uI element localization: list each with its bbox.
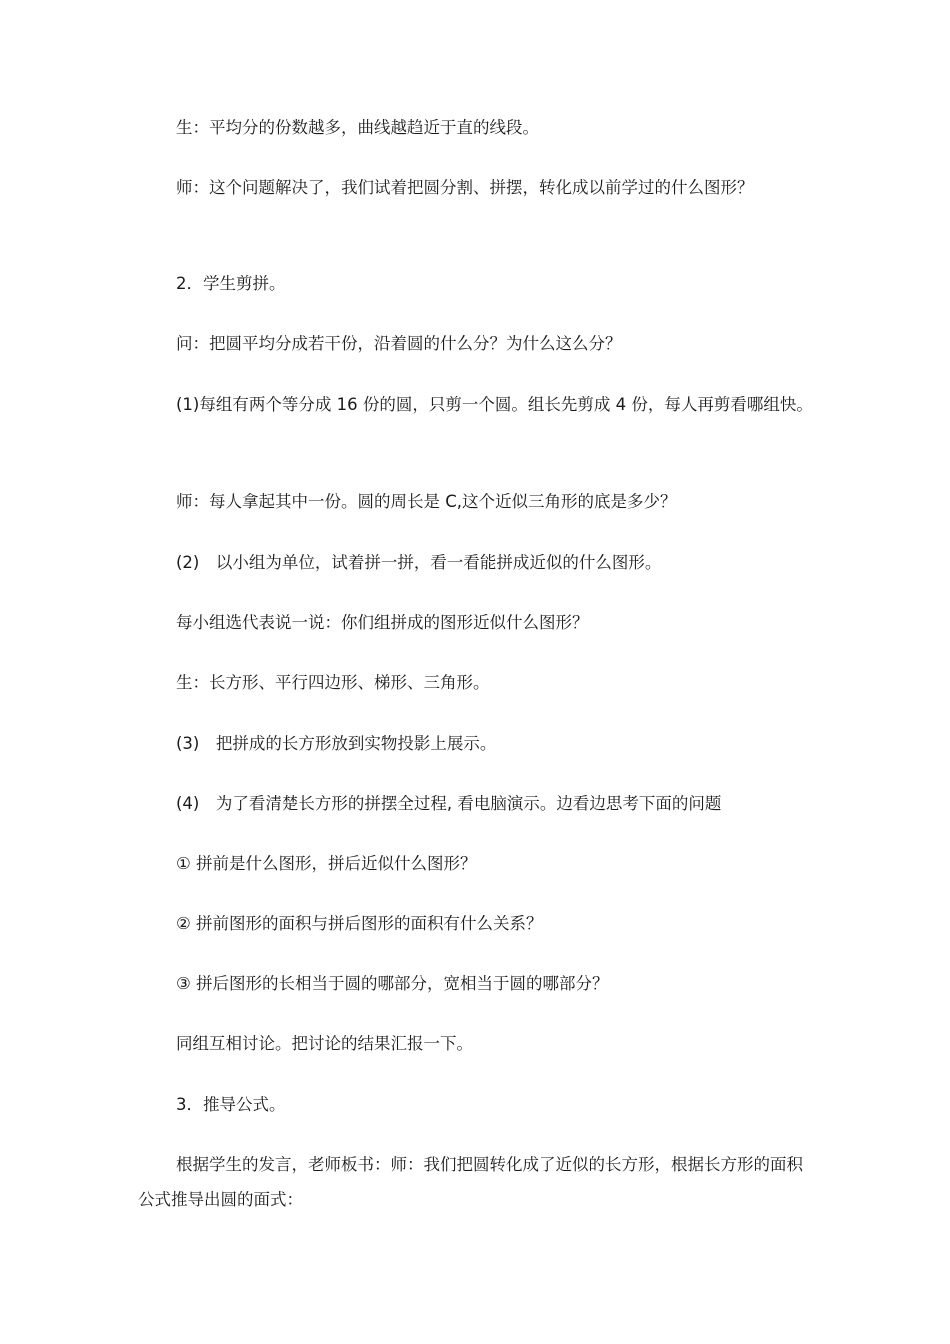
paragraph-14: 根据学生的发言，老师板书：师：我们把圆转化成了近似的长方形，根据长方形的面积公式推导出圆的面式： bbox=[138, 1155, 803, 1209]
paragraph-10: (3) 把拼成的长方形放到实物投影上展示。 bbox=[176, 734, 497, 753]
paragraph-3: 2．学生剪拼。 bbox=[176, 274, 286, 293]
list-item-2: ② 拼前图形的面积与拼后图形的面积有什么关系？ bbox=[176, 914, 543, 933]
paragraph-13: 3．推导公式。 bbox=[176, 1095, 286, 1114]
paragraph-4: 问：把圆平均分成若干份，沿着圆的什么分？为什么这么分？ bbox=[176, 334, 622, 353]
paragraph-1: 生：平均分的份数越多，曲线越趋近于直的线段。 bbox=[176, 118, 539, 137]
paragraph-6: 师：每人拿起其中一份。圆的周长是 C,这个近似三角形的底是多少？ bbox=[176, 492, 677, 511]
paragraph-8: 每小组选代表说一说：你们组拼成的图形近似什么图形？ bbox=[176, 613, 589, 632]
list-item-1: ① 拼前是什么图形，拼后近似什么图形？ bbox=[176, 854, 477, 873]
list-item-3: ③ 拼后图形的长相当于圆的哪部分，宽相当于圆的哪部分？ bbox=[176, 974, 609, 993]
paragraph-11: (4) 为了看清楚长方形的拼摆全过程, 看电脑演示。边看边思考下面的问题 bbox=[176, 794, 722, 813]
paragraph-5: (1)每组有两个等分成 16 份的圆，只剪一个圆。组长先剪成 4 份，每人再剪看哪组快。 bbox=[176, 395, 813, 414]
paragraph-2: 师：这个问题解决了，我们试着把圆分割、拼摆，转化成以前学过的什么图形？ bbox=[176, 178, 754, 197]
paragraph-7: (2) 以小组为单位，试着拼一拼，看一看能拼成近似的什么图形。 bbox=[176, 553, 662, 572]
paragraph-9: 生：长方形、平行四边形、梯形、三角形。 bbox=[176, 673, 490, 692]
paragraph-12: 同组互相讨论。把讨论的结果汇报一下。 bbox=[176, 1034, 473, 1053]
